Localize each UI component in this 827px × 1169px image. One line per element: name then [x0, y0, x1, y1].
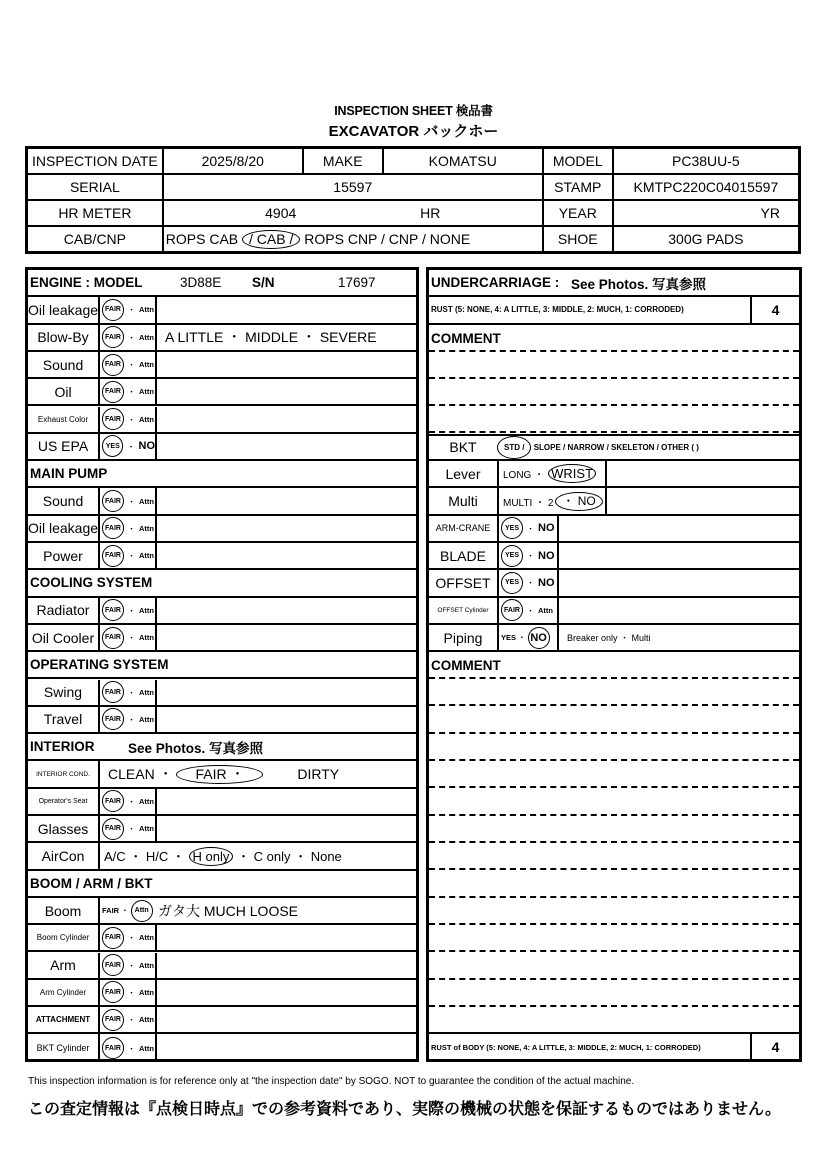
boom-row-bkt-cylinder	[28, 1034, 416, 1061]
alt-option: Attn	[139, 551, 155, 561]
cond-selected-oval: FAIR ・	[176, 765, 263, 784]
selected-circle: FAIR	[102, 545, 124, 567]
fair-attn-check[interactable]: FAIR ・ Attn	[100, 598, 157, 623]
row-label: Multi	[429, 488, 499, 513]
undercarriage-rust-row	[429, 297, 799, 324]
fair-attn-check[interactable]: FAIR ・ Attn	[100, 407, 157, 432]
alt-option: FAIR ・	[102, 906, 129, 916]
fair-attn-check[interactable]: FAIR ・ Attn	[100, 325, 157, 350]
model-label: MODEL	[543, 148, 613, 175]
row-label: Exhaust Color	[28, 407, 100, 432]
cab-option-rops-cab: ROPS CAB	[165, 230, 239, 247]
fair-attn-check[interactable]: FAIR ・ Attn	[100, 953, 157, 978]
interior-cond-row	[28, 761, 416, 788]
bkt-selected-oval: STD /	[497, 436, 531, 459]
make-label: MAKE	[303, 148, 383, 175]
selected-circle: FAIR	[102, 599, 124, 621]
shoe-value: 300G PADS	[613, 226, 800, 253]
selected-circle: FAIR	[501, 599, 523, 621]
attachments-comment-label: COMMENT	[431, 658, 501, 674]
comment-line[interactable]	[429, 923, 799, 925]
cooling-header: COOLING SYSTEM	[28, 570, 416, 597]
row-label: Oil leakage	[28, 516, 100, 541]
fair-attn-check[interactable]: FAIR ・ Attn	[100, 816, 157, 841]
row-label: Power	[28, 543, 100, 568]
lever-row	[429, 461, 799, 488]
fair-attn-check[interactable]: FAIR ・ Attn	[100, 379, 157, 404]
row-label: Sound	[28, 352, 100, 377]
engine-row-exhaust-color	[28, 407, 416, 434]
rust-scale-label: RUST (5: NONE, 4: A LITTLE, 3: MIDDLE, 2: MUCH, 1: CORRODED)	[429, 297, 752, 322]
blow-by-options[interactable]: A LITTLE ・ MIDDLE ・ SEVERE	[165, 329, 377, 346]
engine-row-us-epa	[28, 434, 416, 461]
interior-header-label: INTERIOR	[30, 739, 95, 755]
comment-line[interactable]	[429, 404, 799, 406]
serial-label: SERIAL	[27, 174, 163, 200]
inspection-date-label: INSPECTION DATE	[27, 148, 163, 175]
comment-line[interactable]	[429, 1005, 799, 1007]
pump-row-sound	[28, 488, 416, 515]
selected-circle: FAIR	[102, 981, 124, 1003]
row-label: Glasses	[28, 816, 100, 841]
blade-row	[429, 543, 799, 570]
stamp-label: STAMP	[543, 174, 613, 200]
aircon-selected-oval: H only	[189, 847, 234, 866]
disclaimer-japanese: この査定情報は『点検日時点』での参考資料であり、実際の機械の状態を保証するものではありません。	[28, 1101, 781, 1118]
fair-attn-check[interactable]: FAIR ・ Attn	[499, 598, 559, 623]
selected-circle: YES	[501, 572, 523, 594]
interior-see-photos: See Photos. 写真参照	[128, 740, 264, 756]
operating-row-swing	[28, 680, 416, 707]
selected-circle: YES	[102, 435, 123, 457]
multi-options[interactable]	[499, 488, 607, 513]
row-label: Piping	[429, 625, 499, 650]
lever-options[interactable]	[499, 461, 607, 486]
engine-row-sound	[28, 352, 416, 379]
alt-option: Attn	[139, 1043, 155, 1053]
selected-circle: FAIR	[102, 927, 124, 949]
alt-option: Attn	[139, 332, 155, 342]
row-label: Oil Cooler	[28, 625, 100, 650]
row-label: Arm Cylinder	[28, 980, 100, 1005]
engine-sn-label: S/N	[252, 275, 275, 291]
selected-circle: FAIR	[102, 708, 124, 730]
body-rust-row	[429, 1032, 799, 1060]
multi-row	[429, 488, 799, 515]
selected-circle: FAIR	[102, 1009, 124, 1031]
engine-header-label: ENGINE : MODEL	[30, 275, 143, 291]
fair-attn-check[interactable]: FAIR ・ Attn	[100, 1007, 157, 1032]
comment-line[interactable]	[429, 950, 799, 952]
selected-circle: FAIR	[102, 517, 124, 539]
fair-attn-check[interactable]: FAIR ・ Attn	[100, 707, 157, 732]
alt-option: Attn	[139, 496, 155, 506]
yes-no-check[interactable]: YES ・ NO	[499, 516, 559, 541]
year-unit: YR	[760, 205, 780, 221]
comment-line[interactable]	[429, 377, 799, 379]
year-cell	[613, 200, 800, 226]
offset-cylinder-row	[429, 598, 799, 625]
alt-option: Attn	[139, 1015, 155, 1025]
comment-line[interactable]	[429, 868, 799, 870]
alt-option: Attn	[538, 605, 554, 615]
alt-option: NO	[538, 549, 555, 562]
comment-line[interactable]	[429, 814, 799, 816]
lever-selected-oval: WRIST	[548, 464, 596, 483]
row-label: ARM-CRANE	[429, 516, 499, 541]
alt-option: Attn	[139, 633, 155, 643]
selected-circle: FAIR	[102, 299, 124, 321]
cooling-row-oil-cooler	[28, 625, 416, 652]
row-label: BKT	[449, 439, 477, 456]
alt-option: Attn	[139, 360, 155, 370]
yes-no-check[interactable]: YES ・ NO	[499, 543, 559, 568]
fair-attn-check[interactable]: FAIR ・ Attn	[100, 543, 157, 568]
yes-no-check[interactable]: YES ・ NO	[100, 434, 157, 459]
inspection-date-value: 2025/8/20	[163, 148, 303, 175]
cond-option-dirty: DIRTY	[297, 766, 340, 783]
yes-no-check[interactable]: YES ・ NO	[499, 570, 559, 595]
undercarriage-see-photos: See Photos. 写真参照	[571, 276, 707, 292]
comment-line[interactable]	[429, 978, 799, 980]
offset-row	[429, 570, 799, 597]
alt-option: Attn	[139, 933, 155, 943]
boom-header: BOOM / ARM / BKT	[28, 871, 416, 898]
comment-line[interactable]	[429, 431, 799, 433]
row-label: Swing	[28, 680, 100, 705]
bkt-other-options: SLOPE / NARROW / SKELETON / OTHER ( )	[533, 442, 699, 452]
interior-row-glasses	[28, 816, 416, 843]
left-panel	[25, 267, 419, 1062]
selected-circle: FAIR	[102, 818, 124, 840]
boom-row-boom-cylinder	[28, 925, 416, 952]
cond-option-clean: CLEAN ・	[108, 766, 173, 783]
selected-circle: Attn	[131, 900, 153, 922]
fair-attn-check[interactable]	[100, 898, 156, 923]
comment-line[interactable]	[429, 350, 799, 352]
selected-circle: YES	[501, 517, 523, 539]
undercarriage-label: UNDERCARRIAGE :	[431, 275, 560, 291]
bkt-options[interactable]	[497, 436, 699, 459]
boom-note[interactable]: ガタ大 MUCH LOOSE	[158, 902, 299, 919]
engine-sn-value: 17697	[338, 275, 376, 291]
alt-option: Attn	[139, 523, 155, 533]
boom-row-attachment	[28, 1007, 416, 1034]
comment-line[interactable]	[429, 786, 799, 788]
row-label: Radiator	[28, 598, 100, 623]
alt-option: Attn	[139, 387, 155, 397]
row-label: Arm	[28, 953, 100, 978]
year-label: YEAR	[543, 200, 613, 226]
stamp-value: KMTPC220C04015597	[613, 174, 800, 200]
fair-attn-check[interactable]: FAIR ・ Attn	[100, 516, 157, 541]
comment-line[interactable]	[429, 841, 799, 843]
comment-line[interactable]	[429, 896, 799, 898]
piping-row	[429, 625, 799, 652]
selected-circle: NO	[528, 627, 550, 649]
cab-option-rest: ROPS CNP / CNP / NONE	[304, 230, 471, 247]
header-table	[25, 146, 801, 254]
engine-row-blow-by	[28, 325, 416, 352]
body-rust-scale-label: RUST of BODY (5: NONE, 4: A LITTLE, 3: MIDDLE, 2: MUCH, 1: CORRODED)	[429, 1034, 752, 1060]
selected-circle: FAIR	[102, 354, 124, 376]
row-label: AirCon	[28, 843, 100, 868]
boom-row-arm	[28, 953, 416, 980]
hr-unit: HR	[420, 205, 441, 221]
hr-meter-cell	[163, 200, 543, 226]
alt-option: Attn	[139, 796, 155, 806]
pump-row-power	[28, 543, 416, 570]
interior-row-seat	[28, 789, 416, 816]
comment-line[interactable]	[429, 759, 799, 761]
row-label: Boom Cylinder	[28, 925, 100, 950]
comment-line[interactable]	[429, 677, 799, 679]
interior-header	[28, 734, 416, 761]
sheet-subtitle: EXCAVATOR バックホー	[328, 123, 499, 140]
fair-attn-check[interactable]: FAIR ・ Attn	[100, 925, 157, 950]
cab-label: CAB/CNP	[27, 226, 163, 253]
selected-circle: FAIR	[102, 790, 124, 812]
alt-option: NO	[138, 440, 155, 453]
alt-option: YES ・	[501, 633, 526, 643]
piping-note-text: Breaker only ・ Multi	[567, 633, 651, 644]
alt-option: Attn	[139, 605, 155, 615]
engine-row-oil-leakage	[28, 297, 416, 324]
row-label: Blow-By	[28, 325, 100, 350]
boom-row-boom	[28, 898, 416, 925]
multi-option-multi2: MULTI ・ 2	[503, 497, 554, 509]
fair-attn-check[interactable]: FAIR ・ Attn	[100, 488, 157, 513]
fair-attn-check[interactable]: FAIR ・ Attn	[100, 625, 157, 650]
selected-circle: FAIR	[102, 627, 124, 649]
body-rust-value[interactable]: 4	[771, 1039, 780, 1055]
fair-attn-check[interactable]: FAIR ・ Attn	[100, 352, 157, 377]
make-value: KOMATSU	[383, 148, 543, 175]
alt-option: Attn	[139, 305, 155, 315]
comment-line[interactable]	[429, 732, 799, 734]
cooling-row-radiator	[28, 598, 416, 625]
row-label: US EPA	[28, 434, 100, 459]
comment-line[interactable]	[429, 704, 799, 706]
selected-circle: FAIR	[102, 408, 124, 430]
alt-option: Attn	[139, 987, 155, 997]
fair-attn-check[interactable]: FAIR ・ Attn	[100, 1034, 157, 1061]
fair-attn-check[interactable]: FAIR ・ Attn	[100, 789, 157, 814]
lever-option-long: LONG ・	[503, 470, 545, 482]
selected-circle: FAIR	[102, 1037, 124, 1059]
operating-header: OPERATING SYSTEM	[28, 652, 416, 679]
alt-option: Attn	[139, 714, 155, 724]
row-label: OFFSET	[429, 570, 499, 595]
pump-row-oil-leakage	[28, 516, 416, 543]
sheet-title: INSPECTION SHEET 検品書	[334, 104, 493, 118]
engine-header	[28, 270, 416, 297]
row-label: Oil leakage	[28, 297, 100, 322]
row-label: OFFSET Cylinder	[429, 598, 499, 623]
boom-row-arm-cylinder	[28, 980, 416, 1007]
hr-meter-label: HR METER	[27, 200, 163, 226]
row-label: Oil	[28, 379, 100, 404]
undercarriage-header	[429, 270, 799, 297]
main-pump-header: MAIN PUMP	[28, 461, 416, 488]
row-label: Sound	[28, 488, 100, 513]
selected-circle: FAIR	[102, 326, 124, 348]
interior-aircon-row	[28, 843, 416, 870]
engine-model-value: 3D88E	[180, 275, 222, 291]
shoe-label: SHOE	[543, 226, 613, 253]
fair-attn-check[interactable]: FAIR ・ Attn	[100, 297, 157, 322]
piping-note[interactable]	[559, 631, 651, 644]
aircon-options-ac-hc: A/C ・ H/C ・	[104, 848, 185, 864]
alt-option: Attn	[139, 824, 155, 834]
interior-cond-options[interactable]	[100, 764, 339, 784]
fair-attn-check[interactable]: FAIR ・ Attn	[100, 980, 157, 1005]
cab-selected-oval: / CAB /	[242, 230, 300, 249]
hr-meter-value: 4904	[265, 205, 297, 221]
selected-circle: YES	[501, 545, 523, 567]
selected-circle: FAIR	[102, 490, 124, 512]
cab-options	[163, 226, 543, 253]
row-label: BLADE	[429, 543, 499, 568]
selected-circle: FAIR	[102, 681, 124, 703]
alt-option: Attn	[139, 687, 155, 697]
alt-option: Attn	[139, 960, 155, 970]
row-label: ATTACHMENT	[28, 1007, 100, 1032]
undercarriage-comment-label: COMMENT	[431, 330, 501, 346]
alt-option: Attn	[139, 414, 155, 424]
selected-circle: FAIR	[102, 954, 124, 976]
model-value: PC38UU-5	[613, 148, 800, 175]
aircon-options[interactable]	[100, 846, 342, 866]
row-label: Operator's Seat	[28, 789, 100, 814]
row-label: Boom	[28, 898, 100, 923]
row-label: Travel	[28, 707, 100, 732]
arm-crane-row	[429, 516, 799, 543]
alt-option: NO	[538, 522, 555, 535]
aircon-options-rest: ・ C only ・ None	[237, 848, 342, 864]
row-label: Lever	[429, 461, 499, 486]
engine-row-oil	[28, 379, 416, 406]
row-label: INTERIOR COND.	[28, 761, 100, 786]
row-label: BKT Cylinder	[28, 1034, 100, 1061]
bkt-row	[429, 434, 799, 461]
yes-no-check[interactable]	[499, 625, 559, 650]
serial-value: 15597	[163, 174, 543, 200]
multi-selected-oval: ・ NO	[555, 492, 602, 511]
right-panel	[426, 267, 802, 1062]
rust-value[interactable]: 4	[771, 301, 780, 318]
disclaimer-english: This inspection information is for reference only at "the inspection date" by SOGO. NOT to guarantee the condition of the actual machine.	[28, 1076, 635, 1087]
operating-row-travel	[28, 707, 416, 734]
fair-attn-check[interactable]: FAIR ・ Attn	[100, 680, 157, 705]
alt-option: NO	[538, 576, 555, 589]
selected-circle: FAIR	[102, 381, 124, 403]
